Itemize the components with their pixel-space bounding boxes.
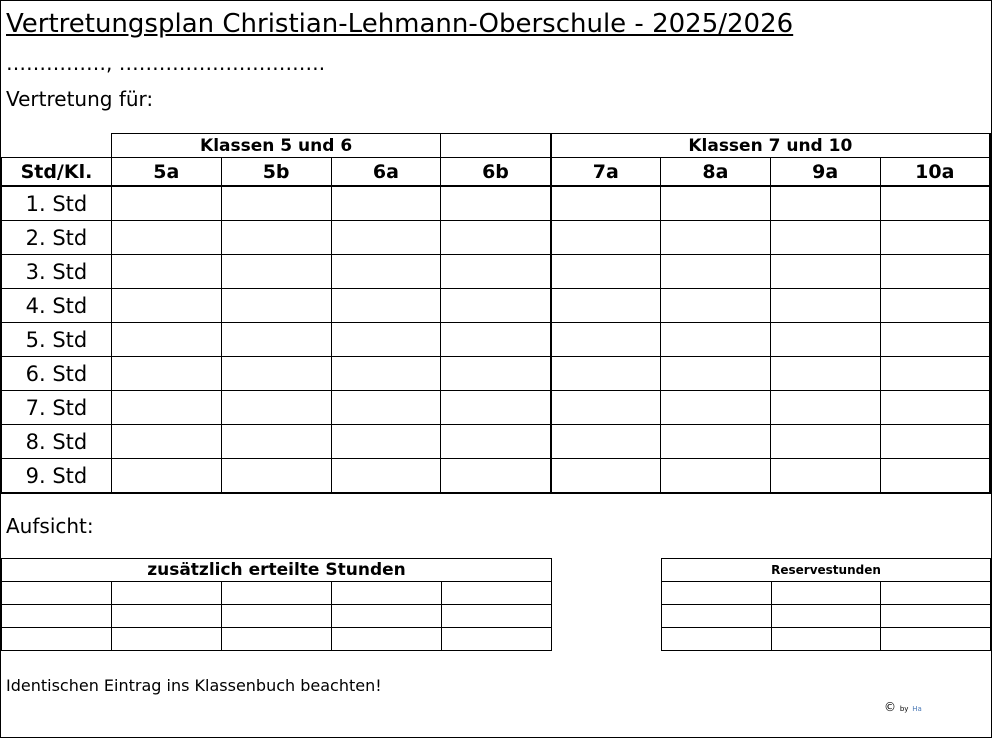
group-header-row [2,134,991,158]
entry-cell[interactable] [221,255,331,289]
entry-cell[interactable] [551,425,661,459]
entry-cell[interactable] [441,425,551,459]
entry-cell[interactable] [441,391,551,425]
entry-cell[interactable] [442,628,552,651]
class-header-5b: 5b [221,158,331,187]
entry-cell[interactable] [880,459,990,494]
period-row [2,186,991,221]
reserve-hours-row [662,582,991,605]
page-title: Vertretungsplan Christian-Lehmann-Oberschule - 2025/2026 [6,9,794,39]
empty-corner-cell [2,134,112,158]
entry-cell[interactable] [111,221,221,255]
class-header-5a: 5a [111,158,221,187]
entry-cell[interactable] [2,582,112,605]
entry-cell[interactable] [112,628,222,651]
entry-cell[interactable] [2,628,112,651]
entry-cell[interactable] [221,323,331,357]
entry-cell[interactable] [111,357,221,391]
entry-cell[interactable] [111,425,221,459]
entry-cell[interactable] [221,357,331,391]
entry-cell[interactable] [331,357,441,391]
entry-cell[interactable] [551,255,661,289]
entry-cell[interactable] [880,425,990,459]
entry-cell[interactable] [111,255,221,289]
entry-cell[interactable] [332,605,442,628]
entry-cell[interactable] [770,357,880,391]
entry-cell[interactable] [660,357,770,391]
entry-cell[interactable] [770,289,880,323]
entry-cell[interactable] [771,628,881,651]
period-label: 3. Std [2,255,112,289]
entry-cell[interactable] [881,582,991,605]
entry-cell[interactable] [880,289,990,323]
entry-cell[interactable] [331,255,441,289]
entry-cell[interactable] [660,459,770,494]
entry-cell[interactable] [331,391,441,425]
entry-cell[interactable] [660,186,770,221]
entry-cell[interactable] [221,425,331,459]
entry-cell[interactable] [770,186,880,221]
entry-cell[interactable] [221,289,331,323]
entry-cell[interactable] [441,323,551,357]
entry-cell[interactable] [880,186,990,221]
footer-note: Identischen Eintrag ins Klassenbuch beachten! [6,676,382,695]
copyright-author: Ha [912,705,922,713]
entry-cell[interactable] [881,605,991,628]
entry-cell[interactable] [331,221,441,255]
entry-cell[interactable] [551,186,661,221]
period-label: 7. Std [2,391,112,425]
reserve-hours-row [662,628,991,651]
substitution-table [1,133,991,494]
entry-cell[interactable] [551,323,661,357]
entry-cell[interactable] [881,628,991,651]
entry-cell[interactable] [880,357,990,391]
entry-cell[interactable] [660,289,770,323]
vertretung-label: Vertretung für: [6,87,154,111]
entry-cell[interactable] [551,357,661,391]
entry-cell[interactable] [662,582,772,605]
period-label: 2. Std [2,221,112,255]
class-header-row [2,158,991,187]
entry-cell[interactable] [111,323,221,357]
entry-cell[interactable] [880,391,990,425]
entry-cell[interactable] [551,221,661,255]
period-row [2,323,991,357]
class-header-9a: 9a [770,158,880,187]
period-row [2,289,991,323]
entry-cell[interactable] [221,221,331,255]
reserve-hours-row [662,605,991,628]
entry-cell[interactable] [331,186,441,221]
entry-cell[interactable] [771,582,881,605]
extra-hours-title: zusätzlich erteilte Stunden [2,559,552,582]
entry-cell[interactable] [441,221,551,255]
entry-cell[interactable] [331,289,441,323]
entry-cell[interactable] [111,391,221,425]
entry-cell[interactable] [111,459,221,494]
period-row [2,357,991,391]
period-label: 4. Std [2,289,112,323]
entry-cell[interactable] [880,221,990,255]
entry-cell[interactable] [441,459,551,494]
entry-cell[interactable] [662,628,772,651]
group-header-empty [441,134,551,158]
entry-cell[interactable] [660,255,770,289]
entry-cell[interactable] [770,255,880,289]
entry-cell[interactable] [880,323,990,357]
entry-cell[interactable] [770,459,880,494]
entry-cell[interactable] [551,391,661,425]
period-row [2,221,991,255]
period-row [2,425,991,459]
entry-cell[interactable] [112,582,222,605]
period-row [2,255,991,289]
date-placeholder: ……………, …………………………. [6,51,326,75]
entry-cell[interactable] [880,255,990,289]
entry-cell[interactable] [442,582,552,605]
period-label: 6. Std [2,357,112,391]
extra-hours-row [2,605,552,628]
aufsicht-label: Aufsicht: [6,514,94,538]
entry-cell[interactable] [660,323,770,357]
entry-cell[interactable] [221,186,331,221]
entry-cell[interactable] [221,391,331,425]
entry-cell[interactable] [770,221,880,255]
entry-cell[interactable] [332,582,442,605]
extra-hours-row [2,582,552,605]
class-header-10a: 10a [880,158,990,187]
class-header-6a: 6a [331,158,441,187]
group-header-7-10: Klassen 7 und 10 [551,134,990,158]
entry-cell[interactable] [770,323,880,357]
entry-cell[interactable] [331,425,441,459]
entry-cell[interactable] [441,357,551,391]
entry-cell[interactable] [222,605,332,628]
period-label: 5. Std [2,323,112,357]
entry-cell[interactable] [660,425,770,459]
period-row [2,459,991,494]
entry-cell[interactable] [771,605,881,628]
entry-cell[interactable] [331,323,441,357]
entry-cell[interactable] [660,221,770,255]
class-header-7a: 7a [551,158,661,187]
entry-cell[interactable] [662,605,772,628]
reserve-hours-table [661,558,991,651]
copyright-by: by [899,705,909,713]
entry-cell[interactable] [111,289,221,323]
extra-hours-row [2,628,552,651]
entry-cell[interactable] [441,255,551,289]
reserve-hours-title: Reservestunden [662,559,991,582]
entry-cell[interactable] [442,605,552,628]
class-header-6b: 6b [441,158,551,187]
period-row [2,391,991,425]
entry-cell[interactable] [111,186,221,221]
entry-cell[interactable] [112,605,222,628]
entry-cell[interactable] [222,628,332,651]
entry-cell[interactable] [660,391,770,425]
entry-cell[interactable] [551,289,661,323]
copyright-icon: © [884,700,896,714]
class-header-8a: 8a [660,158,770,187]
entry-cell[interactable] [331,459,441,494]
entry-cell[interactable] [221,459,331,494]
entry-cell[interactable] [441,289,551,323]
entry-cell[interactable] [551,459,661,494]
copyright-notice [884,700,922,714]
entry-cell[interactable] [770,391,880,425]
entry-cell[interactable] [441,186,551,221]
header-std-kl: Std/Kl. [2,158,112,187]
group-header-5-6: Klassen 5 und 6 [111,134,440,158]
period-label: 9. Std [2,459,112,494]
period-label: 8. Std [2,425,112,459]
entry-cell[interactable] [222,582,332,605]
period-label: 1. Std [2,186,112,221]
entry-cell[interactable] [2,605,112,628]
extra-hours-table [1,558,552,651]
entry-cell[interactable] [770,425,880,459]
entry-cell[interactable] [332,628,442,651]
